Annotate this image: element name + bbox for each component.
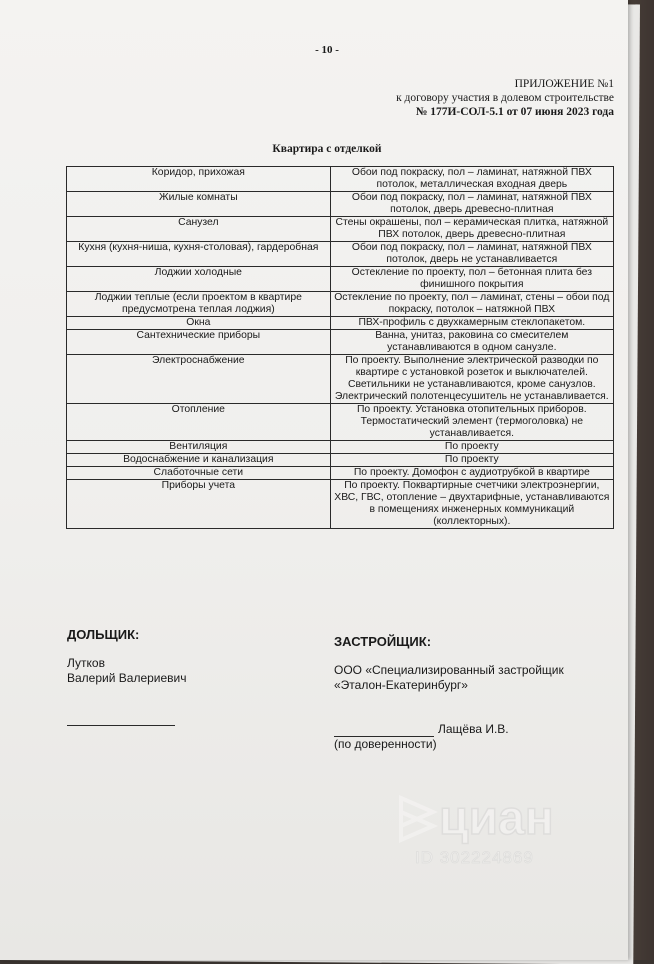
appendix-contract-number: № 177И-СОЛ-5.1 от 07 июня 2023 года (415, 106, 614, 118)
row-spec: ПВХ-профиль с двухкамерным стеклопакетом. (330, 317, 613, 330)
row-item: Коридор, прихожая (67, 167, 331, 192)
row-item: Водоснабжение и канализация (67, 454, 331, 467)
row-item: Слаботочные сети (67, 467, 331, 480)
row-item: Кухня (кухня-ниша, кухня-столовая), гардеробная (67, 242, 331, 267)
developer-signatory: Лащёва И.В. (438, 722, 509, 736)
watermark-id: ID 302224869 (415, 848, 534, 867)
document-title: Квартира с отделкой (272, 143, 382, 155)
row-item: Вентиляция (67, 441, 331, 454)
appendix-contract-ref: к договору участия в долевом строительстве (396, 92, 614, 104)
watermark-brand: циан (439, 792, 554, 845)
cian-watermark (395, 785, 615, 885)
row-spec: Обои под покраску, пол – ламинат, натяжной ПВХ потолок, дверь не устанавливается (330, 242, 613, 267)
row-spec: По проекту (330, 454, 613, 467)
table-row (67, 167, 614, 192)
cian-logo-icon (395, 790, 439, 844)
table-row (67, 242, 614, 267)
shareholder-surname: Лутков (67, 656, 105, 670)
row-item: Электроснабжение (67, 355, 331, 404)
row-spec: Обои под покраску, пол – ламинат, натяжной ПВХ потолок, металлическая входная дверь (330, 167, 613, 192)
row-spec: Остекление по проекту, пол – бетонная плита без финишного покрытия (330, 267, 613, 292)
row-item: Приборы учета (67, 480, 331, 529)
shareholder-label: ДОЛЬЩИК: (67, 627, 140, 642)
table-row (67, 404, 614, 441)
row-spec: Ванна, унитаз, раковина со смесителем устанавливаются в одном санузле. (330, 330, 613, 355)
table-row (67, 330, 614, 355)
shareholder-block (67, 627, 307, 686)
row-item: Лоджии теплые (если проектом в квартире предусмотрена теплая лоджия) (67, 292, 331, 317)
finishing-spec-table (66, 166, 614, 529)
row-spec: Остекление по проекту, пол – ламинат, стены – обои под покраску, потолок – натяжной ПВХ (330, 292, 613, 317)
row-item: Лоджии холодные (67, 267, 331, 292)
row-item: Окна (67, 317, 331, 330)
table-row (67, 267, 614, 292)
row-spec: По проекту. Установка отопительных приборов. Термостатический элемент (термоголовка) не устанавливается. (330, 404, 613, 441)
table-row (67, 217, 614, 242)
developer-signature (334, 722, 624, 752)
developer-block (334, 634, 624, 693)
row-item: Санузел (67, 217, 331, 242)
row-spec: По проекту. Поквартирные счетчики электроэнергии, ХВС, ГВС, отопление – двухтарифные, устанавливаются в помещениях инженерных коммуникаций (коллекторных). (330, 480, 613, 529)
table-row (67, 355, 614, 404)
developer-org-line1: ООО «Специализированный застройщик (334, 663, 564, 677)
developer-authority-basis: (по доверенности) (334, 737, 437, 751)
row-item: Отопление (67, 404, 331, 441)
row-spec: По проекту (330, 441, 613, 454)
shareholder-signature-line (67, 725, 175, 726)
row-item: Жилые комнаты (67, 192, 331, 217)
row-spec: Стены окрашены, пол – керамическая плитка, натяжной ПВХ потолок, дверь древесно-плитная (330, 217, 613, 242)
table-row (67, 480, 614, 529)
table-row (67, 454, 614, 467)
page-number: - 10 - (315, 44, 339, 56)
appendix-label: ПРИЛОЖЕНИЕ №1 (514, 78, 614, 90)
appendix-header (294, 77, 614, 119)
developer-org-line2: «Эталон-Екатеринбург» (334, 678, 468, 692)
table-row (67, 292, 614, 317)
table-row (67, 441, 614, 454)
table-row (67, 317, 614, 330)
row-spec: По проекту. Выполнение электрической разводки по квартире с установкой розеток и выключателей. Светильники не устанавливаются, кроме санузлов. Электрический полотенцесушитель не устанавливается. (330, 355, 613, 404)
row-spec: По проекту. Домофон с аудиотрубкой в квартире (330, 467, 613, 480)
shareholder-name: Валерий Валериевич (67, 671, 187, 685)
table-row (67, 467, 614, 480)
table-row (67, 192, 614, 217)
developer-label: ЗАСТРОЙЩИК: (334, 634, 432, 649)
row-item: Сантехнические приборы (67, 330, 331, 355)
row-spec: Обои под покраску, пол – ламинат, натяжной ПВХ потолок, дверь древесно-плитная (330, 192, 613, 217)
developer-signature-line (334, 724, 434, 737)
